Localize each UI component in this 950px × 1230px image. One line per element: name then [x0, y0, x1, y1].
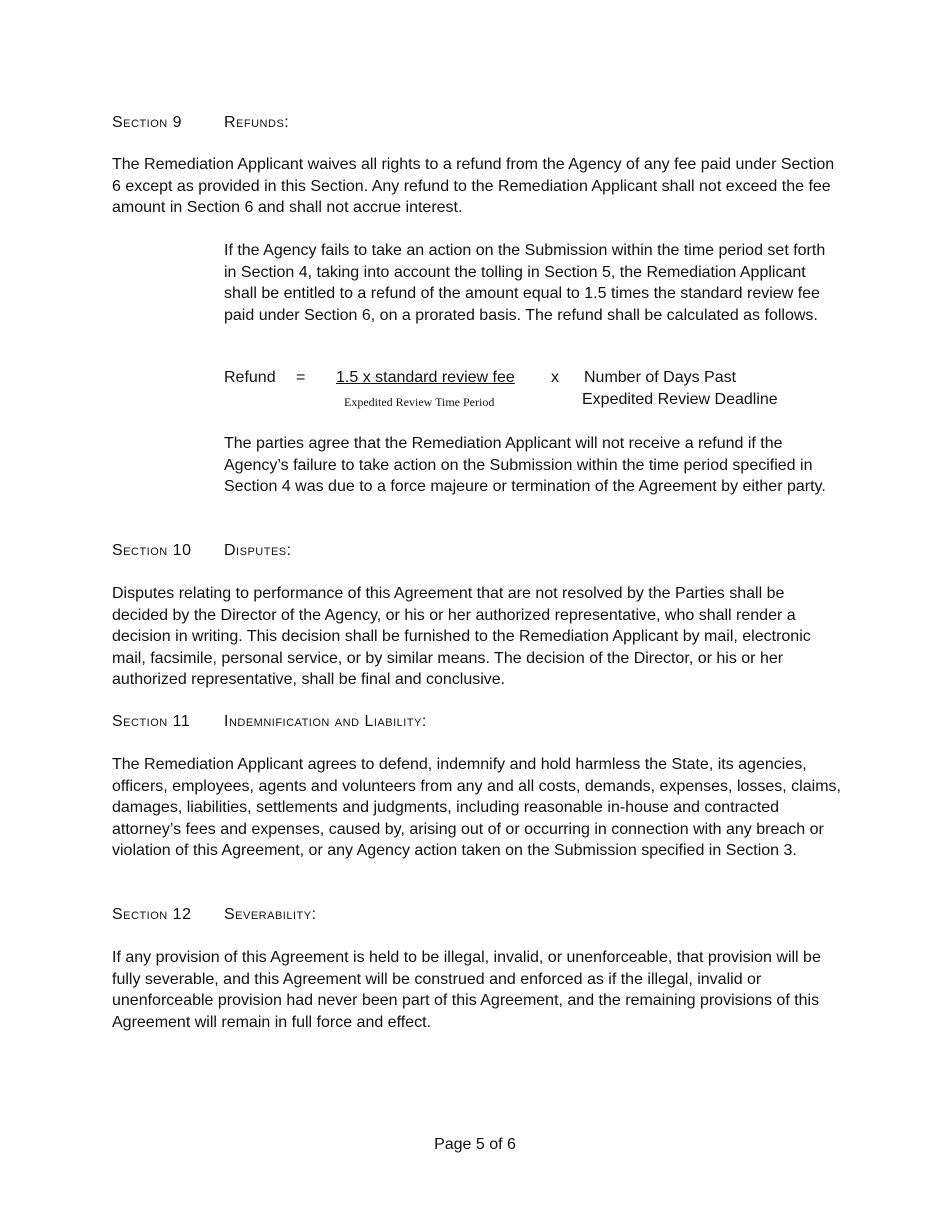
section-12-heading — [112, 906, 317, 924]
section-title: Indemnification and Liability: — [224, 713, 427, 730]
section-title: Severability: — [224, 906, 317, 923]
formula-equals: = — [296, 369, 306, 386]
section-9-paragraph-1: The Remediation Applicant waives all rights to a refund from the Agency of any fee paid under Section 6 except as provided in this Section. Any refund to the Remediation Applicant shall not exceed the fee amount in Section 6 and shall not accrue interest. — [112, 156, 835, 216]
formula-numerator: 1.5 x standard review fee — [336, 369, 515, 386]
section-10-heading — [112, 542, 292, 560]
section-title: Refunds: — [224, 114, 290, 131]
formula-denominator: Expedited Review Time Period — [344, 395, 495, 409]
section-number: Section 11 — [112, 713, 191, 730]
section-number: Section 10 — [112, 542, 192, 559]
section-11-paragraph: The Remediation Applicant agrees to defend, indemnify and hold harmless the State, its agencies, officers, employees, agents and volunteers from any and all costs, demands, expenses, losses, claims, damages, liabilities, settlements and judgments, including reasonable in-house and contracted attorney’s fees and expenses, caused by, arising out of or occurring in connection with any breach or violation of this Agreement, or any Agency action taken on the Submission specified in Section 3. — [112, 756, 841, 859]
section-10-paragraph: Disputes relating to performance of this Agreement that are not resolved by the Parties shall be decided by the Director of the Agency, or his or her authorized representative, who shall render a decision in writing. This decision shall be furnished to the Remediation Applicant by mail, electronic mail, facsimile, personal service, or by similar means. The decision of the Director, or his or her authorized representative, shall be final and conclusive. — [112, 585, 811, 688]
section-9-heading — [112, 114, 289, 132]
section-9-paragraph-2: If the Agency fails to take an action on the Submission within the time period set forth in Section 4, taking into account the tolling in Section 5, the Remediation Applicant shall be entitled to a refund of the amount equal to 1.5 times the standard review fee paid under Section 6, on a prorated basis. The refund shall be calculated as follows. — [224, 242, 826, 324]
section-number: Section 9 — [112, 114, 183, 131]
formula-times: x — [551, 369, 559, 386]
section-11-heading — [112, 713, 427, 731]
section-number: Section 12 — [112, 906, 192, 923]
section-12-paragraph: If any provision of this Agreement is held to be illegal, invalid, or unenforceable, that provision will be fully severable, and this Agreement will be construed and enforced as if the illegal, invalid or unenforceable provision had never been part of this Agreement, and the remaining provisions of this Agreement will remain in full force and effect. — [112, 949, 821, 1031]
formula-right-bottom: Expedited Review Deadline — [582, 391, 778, 408]
formula-right-top: Number of Days Past — [584, 369, 737, 386]
formula-label: Refund — [224, 369, 276, 386]
refund-formula — [224, 369, 844, 413]
page-number: Page 5 of 6 — [434, 1136, 516, 1153]
section-9-paragraph-3: The parties agree that the Remediation Applicant will not receive a refund if the Agency’s failure to take action on the Submission within the time period specified in Section 4 was due to a force majeure or termination of the Agreement by either party. — [224, 435, 826, 495]
section-title: Disputes: — [224, 542, 292, 559]
